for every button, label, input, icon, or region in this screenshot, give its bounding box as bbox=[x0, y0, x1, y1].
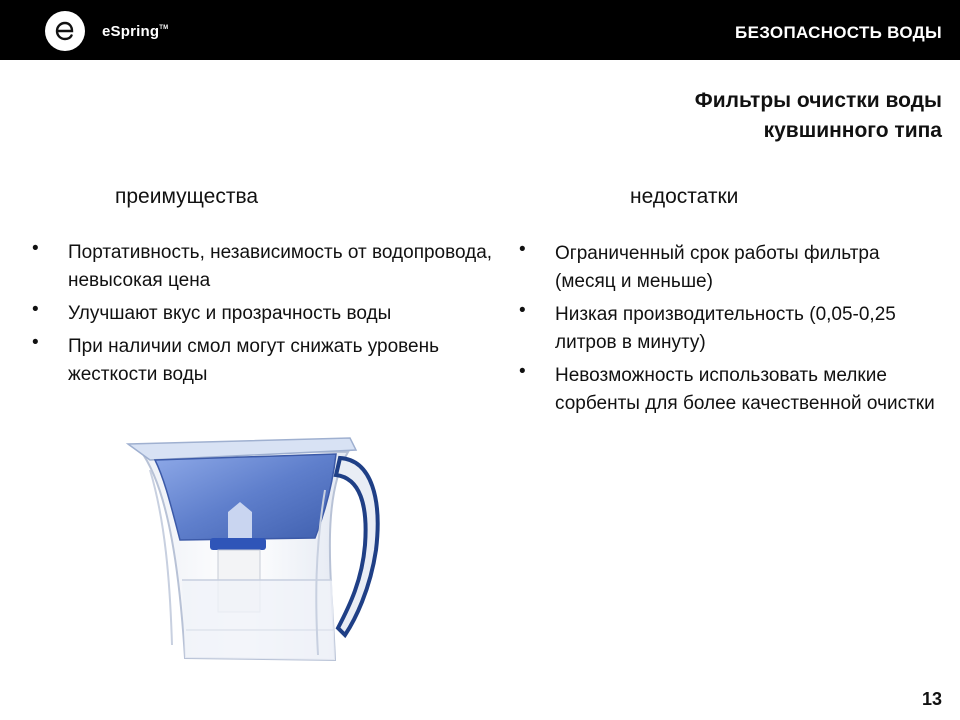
disadvantages-list bbox=[517, 240, 937, 423]
brand-name bbox=[102, 23, 168, 40]
disadvantage-item: • Низкая производительность (0,05-0,25 литров в минуту) bbox=[517, 301, 937, 357]
brand-name-text: eSpring bbox=[102, 23, 160, 40]
disadvantages-heading: недостатки bbox=[630, 185, 739, 208]
disadvantage-item: • Ограниченный срок работы фильтра (месяц и меньше) bbox=[517, 240, 937, 296]
advantage-item: • Портативность, независимость от водопровода, невысокая цена bbox=[30, 239, 500, 295]
brand-trademark: TM bbox=[159, 25, 169, 31]
espring-logo bbox=[45, 11, 85, 51]
advantage-item: • Улучшают вкус и прозрачность воды bbox=[30, 300, 500, 328]
disadvantage-item: • Невозможность использовать мелкие сорбенты для более качественной очистки bbox=[517, 362, 937, 418]
section-title: БЕЗОПАСНОСТЬ ВОДЫ bbox=[735, 23, 942, 42]
slide-title-line-2: кувшинного типа bbox=[763, 119, 942, 142]
espring-logo-icon bbox=[52, 18, 78, 44]
slide-title bbox=[522, 86, 942, 146]
page-number: 13 bbox=[921, 689, 942, 709]
advantages-heading: преимущества bbox=[115, 185, 259, 208]
slide-title-line-1: Фильтры очистки воды bbox=[694, 89, 942, 112]
header-bar bbox=[0, 0, 960, 60]
advantages-list bbox=[30, 239, 500, 394]
advantage-item: • При наличии смол могут снижать уровень жесткости воды bbox=[30, 333, 500, 389]
water-pitcher-image bbox=[110, 430, 410, 675]
